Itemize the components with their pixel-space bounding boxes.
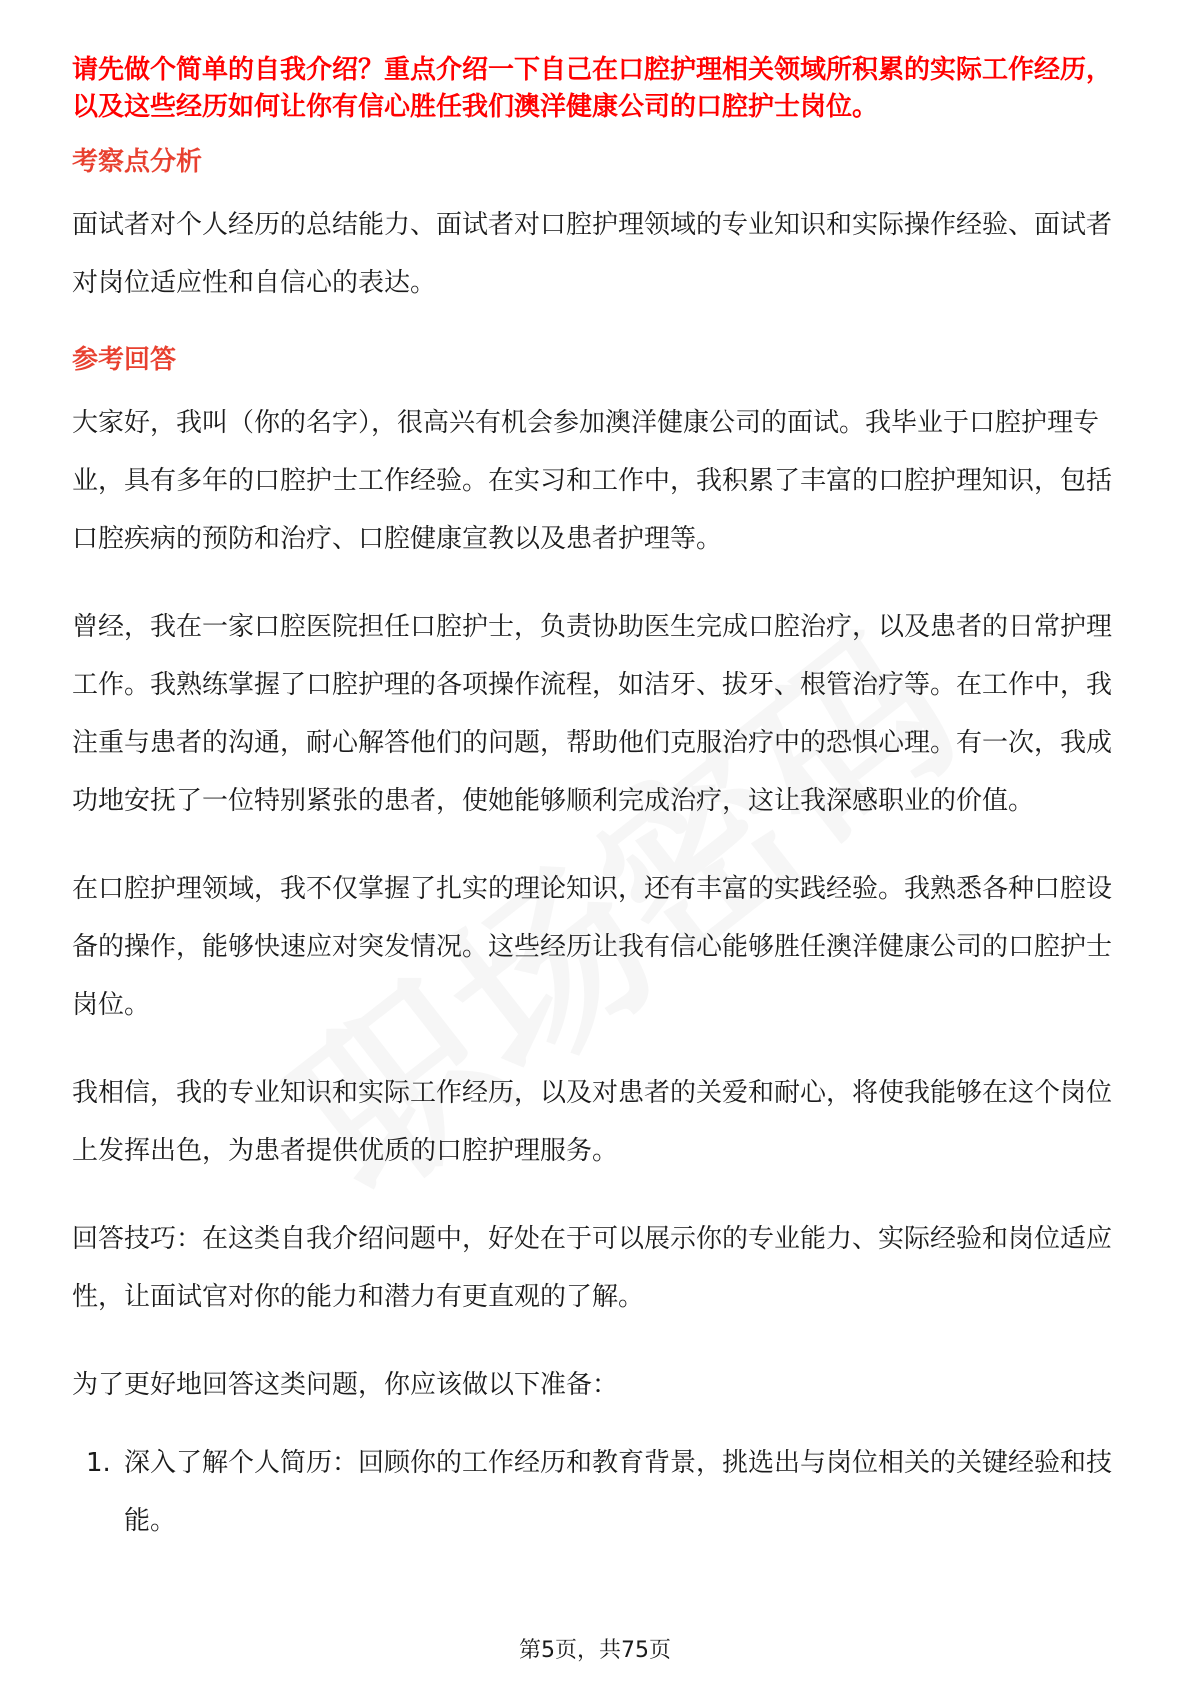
answer-paragraph-1: 大家好，我叫（你的名字），很高兴有机会参加澳洋健康公司的面试。我毕业于口腔护理专业，具有多年的口腔护士工作经验。在实习和工作中，我积累了丰富的口腔护理知识，包括口腔疾病的预防和治疗、口腔健康宣教以及患者护理等。 bbox=[72, 408, 1113, 554]
answer-paragraph-2: 曾经，我在一家口腔医院担任口腔护士，负责协助医生完成口腔治疗，以及患者的日常护理工作。我熟练掌握了口腔护理的各项操作流程，如洁牙、拔牙、根管治疗等。在工作中，我注重与患者的沟通，耐心解答他们的问题，帮助他们克服治疗中的恐惧心理。有一次，我成功地安抚了一位特别紧张的患者，使她能够顺利完成治疗，这让我深感职业的价值。 bbox=[72, 612, 1113, 816]
analysis-heading: 考察点分析 bbox=[72, 147, 203, 177]
answer-heading: 参考回答 bbox=[72, 345, 177, 375]
document-page bbox=[72, 52, 1122, 1550]
answer-tip-paragraph: 回答技巧：在这类自我介绍问题中，好处在于可以展示你的专业能力、实际经验和岗位适应性，让面试官对你的能力和潜力有更直观的了解。 bbox=[72, 1224, 1113, 1312]
preparation-list bbox=[72, 1434, 1122, 1550]
list-item bbox=[72, 1434, 1122, 1550]
page-footer: 第5页，共75页 bbox=[519, 1638, 671, 1663]
question-text: 请先做个简单的自我介绍？重点介绍一下自己在口腔护理相关领域所积累的实际工作经历，以及这些经历如何让你有信心胜任我们澳洋健康公司的口腔护士岗位。 bbox=[72, 55, 1113, 122]
analysis-text: 面试者对个人经历的总结能力、面试者对口腔护理领域的专业知识和实际操作经验、面试者对岗位适应性和自信心的表达。 bbox=[72, 210, 1113, 298]
answer-paragraph-3: 在口腔护理领域，我不仅掌握了扎实的理论知识，还有丰富的实践经验。我熟悉各种口腔设备的操作，能够快速应对突发情况。这些经历让我有信心能够胜任澳洋健康公司的口腔护士岗位。 bbox=[72, 874, 1113, 1020]
answer-paragraph-4: 我相信，我的专业知识和实际工作经历，以及对患者的关爱和耐心，将使我能够在这个岗位上发挥出色，为患者提供优质的口腔护理服务。 bbox=[72, 1078, 1113, 1166]
list-item-text: 深入了解个人简历：回顾你的工作经历和教育背景，挑选出与岗位相关的关键经验和技能。 bbox=[124, 1448, 1113, 1536]
list-item-number: 1. bbox=[86, 1448, 111, 1478]
preparation-intro: 为了更好地回答这类问题，你应该做以下准备： bbox=[72, 1370, 619, 1400]
